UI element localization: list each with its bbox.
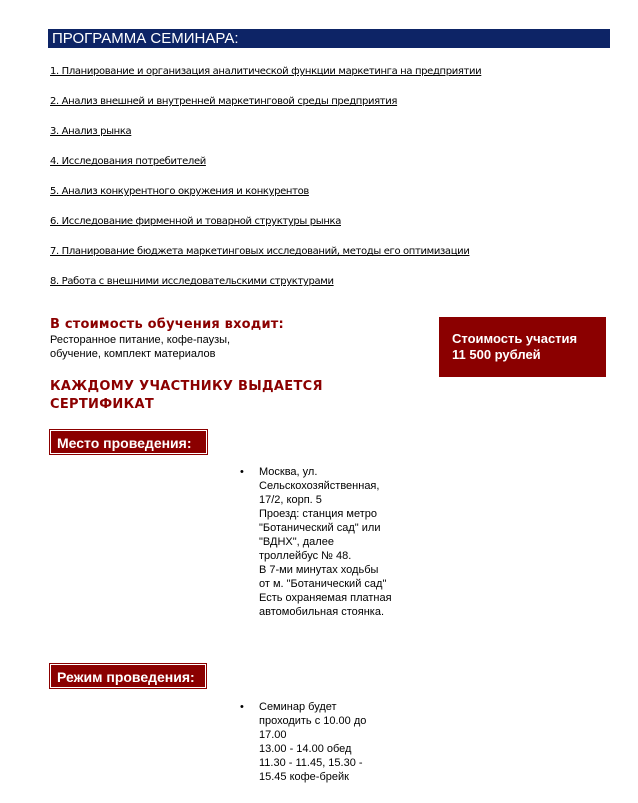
included-line: обучение, комплект материалов — [50, 348, 216, 360]
list-item — [50, 96, 481, 126]
program-link[interactable]: 4. Исследования потребителей — [50, 156, 206, 167]
place-line: "Ботанический сад" или — [259, 522, 381, 534]
program-link[interactable]: 3. Анализ рынка — [50, 126, 132, 137]
price-box — [439, 317, 606, 377]
mode-line: 17.00 — [259, 729, 287, 741]
place-line: Есть охраняемая платная — [259, 592, 392, 604]
bullet-icon: • — [240, 701, 244, 713]
bullet-icon: • — [240, 466, 244, 478]
mode-line: 11.30 - 11.45, 15.30 - — [259, 757, 363, 769]
place-line: Проезд: станция метро — [259, 508, 378, 520]
program-list — [50, 66, 481, 306]
program-link[interactable]: 2. Анализ внешней и внутренней маркетинговой среды предприятия — [50, 96, 398, 107]
list-item — [50, 66, 481, 96]
program-link[interactable]: 7. Планирование бюджета маркетинговых исследований, методы его оптимизации — [50, 246, 470, 257]
program-link[interactable]: 6. Исследование фирменной и товарной структуры рынка — [50, 216, 341, 227]
mode-line: Семинар будет — [259, 701, 337, 713]
price-value: 11 500 рублей — [452, 347, 541, 362]
certificate-line: КАЖДОМУ УЧАСТНИКУ ВЫДАЕТСЯ — [50, 379, 323, 394]
list-item — [50, 276, 481, 306]
mode-line: проходить с 10.00 до — [259, 715, 367, 727]
program-link[interactable]: 1. Планирование и организация аналитической функции маркетинга на предприятии — [50, 66, 482, 77]
program-link[interactable]: 5. Анализ конкурентного окружения и конкурентов — [50, 186, 309, 197]
place-label: Место проведения: — [50, 430, 207, 454]
list-item — [50, 156, 481, 186]
place-line: Сельскохозяйственная, — [259, 480, 380, 492]
included-line: Ресторанное питание, кофе-паузы, — [50, 334, 231, 346]
place-line: автомобильная стоянка. — [259, 606, 385, 618]
certificate-notice — [50, 378, 323, 414]
place-line: троллейбус № 48. — [259, 550, 352, 562]
list-item — [50, 246, 481, 276]
included-title: В стоимость обучения входит: — [50, 317, 284, 332]
section-title: ПРОГРАММА СЕМИНАРА: — [48, 29, 610, 48]
list-item — [50, 216, 481, 246]
certificate-line: СЕРТИФИКАТ — [50, 397, 155, 412]
list-item — [50, 186, 481, 216]
list-item — [50, 126, 481, 156]
price-label: Стоимость участия — [452, 331, 578, 346]
program-link[interactable]: 8. Работа с внешними исследовательскими структурами — [50, 276, 334, 287]
mode-line: 15.45 кофе-брейк — [259, 771, 349, 783]
place-line: В 7-ми минутах ходьбы — [259, 564, 379, 576]
place-line: Москва, ул. — [259, 466, 318, 478]
place-line: "ВДНХ", далее — [259, 536, 334, 548]
included-text — [50, 333, 270, 361]
mode-line: 13.00 - 14.00 обед — [259, 743, 352, 755]
place-line: от м. "Ботанический сад" — [259, 578, 387, 590]
mode-label: Режим проведения: — [50, 664, 206, 688]
place-line: 17/2, корп. 5 — [259, 494, 322, 506]
